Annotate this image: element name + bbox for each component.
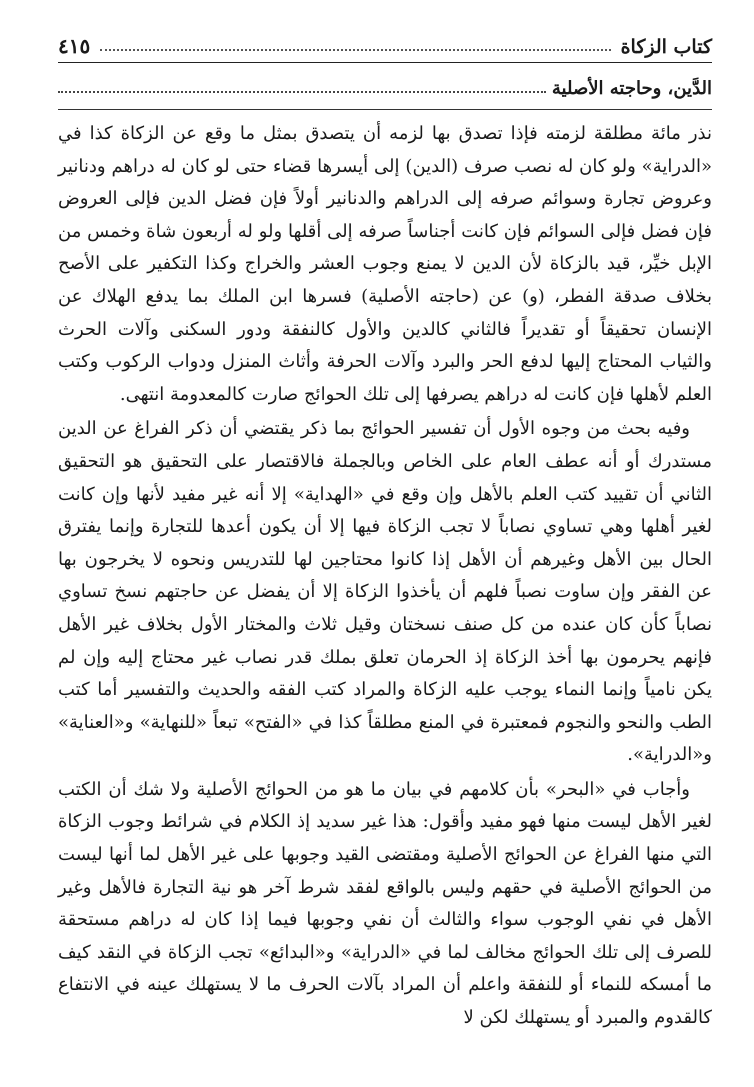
section-heading bbox=[58, 63, 712, 99]
running-header bbox=[58, 28, 712, 58]
header-dotted-leader bbox=[100, 49, 610, 51]
section-rule bbox=[58, 109, 712, 110]
section-title: الدَّين، وحاجته الأصلية bbox=[551, 78, 712, 99]
paragraph: وأجاب في «البحر» بأن كلامهم في بيان ما هو من الحوائج الأصلية ولا شك أن الكتب لغير الأهل ليست منها فهو مفيد وأقول: هذا غير سديد إذ الكلام في شرائط وجوب الزكاة التي منها الفراغ عن الحوائج الأصلية ومقتضى القيد وجوبها على غير الأهل لما أنها ليست من الحوائج الأصلية في حقهم وليس بالواقع لفقد شرط آخر هو نية التجارة فالأهل وغير الأهل في نفي الوجوب سواء والثالث أن نفي وجوبها فيما إذا كان له دراهم مستحقة للصرف إلى تلك الحوائج مخالف لما في «الدراية» و«البدائع» تجب الزكاة في النقد كيف ما أمسكه للنماء أو للنفقة واعلم أن المراد بآلات الحرف ما لا يستهلك عينه في الانتفاع كالقدوم والمبرد أو يستهلك لكن لا bbox=[58, 778, 712, 1029]
book-title: كتاب الزكاة bbox=[620, 36, 712, 58]
page-number: ٤١٥ bbox=[58, 34, 91, 58]
book-page bbox=[58, 28, 712, 1037]
paragraph: نذر مائة مطلقة لزمته فإذا تصدق بها لزمه أن يتصدق بمثل ما وقع عن الزكاة كذا في «الدراية» ولو كان له نصب صرف (الدين) إلى أيسرها قضاء حتى لو كان له دراهم ودنانير وعروض تجارة وسوائم صرفه إلى الدراهم والدنانير أولاً فإن فضل الدين فإلى العروض فإن فضل فإلى السوائم فإن كانت أجناساً صرفه إلى أقلها ولو له أربعون شاة وخمس من الإبل خيِّر، قيد بالزكاة لأن الدين لا يمنع وجوب العشر والخراج وكذا التكفير على الأصح بخلاف صدقة الفطر، (و) عن (حاجته الأصلية) فسرها ابن الملك بما يدفع الهلاك عن الإنسان تحقيقاً أو تقديراً فالثاني كالدين والأول كالنفقة ودور السكنى وآلات الحرث والثياب المحتاج إليها لدفع الحر والبرد وآلات الحرفة وأثاث المنزل ودواب الركوب وكتب العلم لأهلها فإن كانت له دراهم يصرفها إلى تلك الحوائج صارت كالمعدومة انتهى. bbox=[58, 123, 712, 405]
paragraph: وفيه بحث من وجوه الأول أن تفسير الحوائج بما ذكر يقتضي أن ذكر الفراغ عن الدين مستدرك أو أنه عطف العام على الخاص وبالجملة فالاقتصار على التحقيق هو التحقيق الثاني أن تقييد كتب العلم بالأهل وإن وقع في «الهداية» إلا أنه غير مفيد لأنها وإن كانت لغير أهلها وهي تساوي نصاباً لا تجب الزكاة فيها إلا أن يكون أعدها للتجارة وإنما يفترق الحال بين الأهل وغيرهم أن الأهل إذا كانوا محتاجين لها للتدريس ونحوه لا يخرجون بها عن الفقر وإن ساوت نصباً فلهم أن يأخذوا الزكاة إلا أن يفضل عن حاجتهم نسخ تساوي نصاباً كأن كان عنده من كل صنف نسختان وقيل ثلاث والمختار الأول بخلاف غير الأهل فإنهم يحرمون بها أخذ الزكاة إذ الحرمان تعلق بملك قدر نصاب غير محتاج إليه وإن لم يكن نامياً وإنما النماء يوجب عليه الزكاة والمراد كتب الفقه والحديث والتفسير أما كتب الطب والنحو والنجوم فمعتبرة في المنع مطلقاً كذا في «الفتح» تبعاً «للنهاية» و«العناية» و«الدراية». bbox=[58, 418, 712, 766]
body-text bbox=[58, 118, 712, 1035]
section-dotted-leader bbox=[58, 91, 546, 93]
